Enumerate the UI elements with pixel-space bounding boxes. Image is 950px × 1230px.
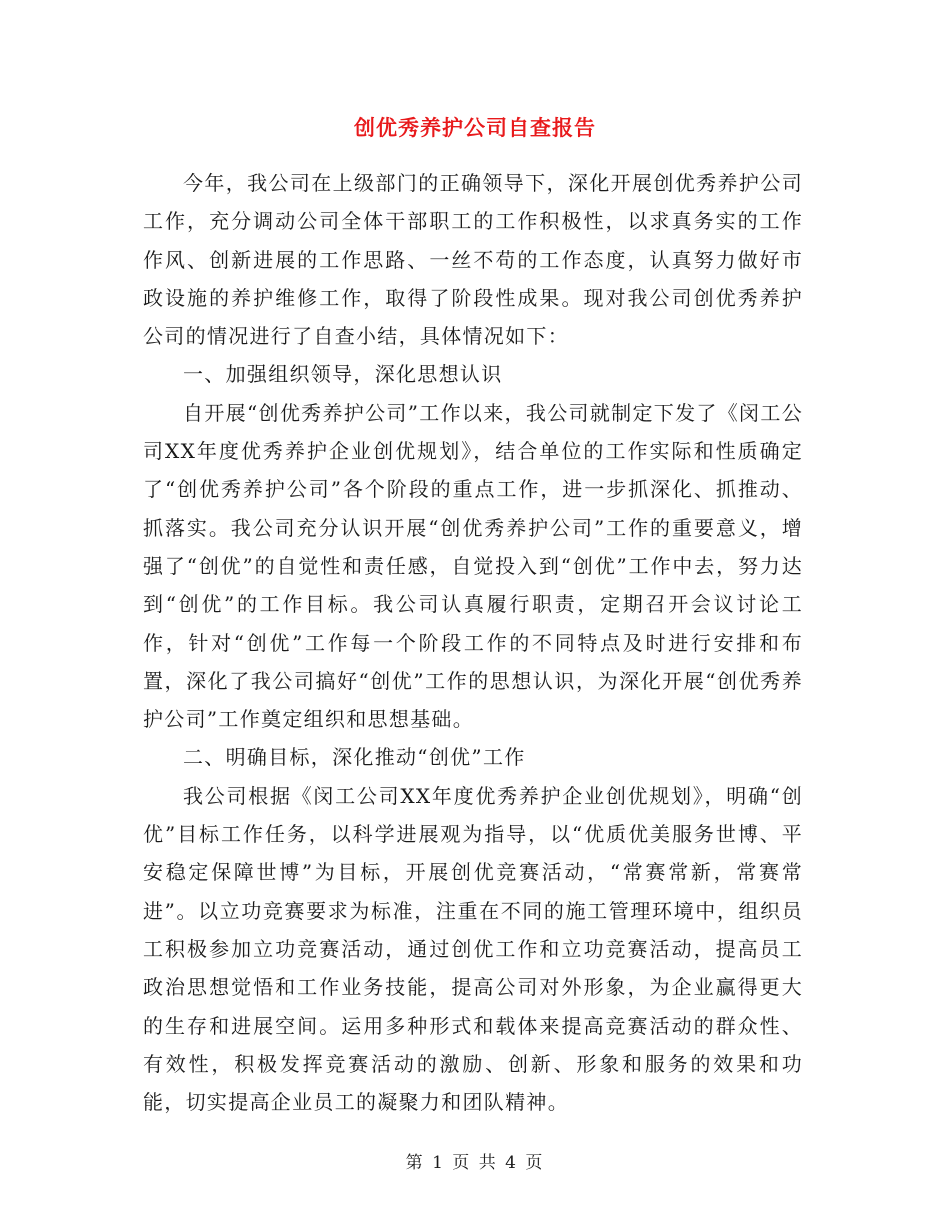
document-body (143, 164, 803, 1121)
section-1-paragraph: 自开展“创优秀养护公司”工作以来，我公司就制定下发了《闵工公司XX年度优秀养护企业创优规划》，结合单位的工作实际和性质确定了“创优秀养护公司”各个阶段的重点工作，进一步抓深化、抓推动、抓落实。我公司充分认识开展“创优秀养护公司”工作的重要意义，增强了“创优”的自觉性和责任感，自觉投入到“创优”工作中去，努力达到“创优”的工作目标。我公司认真履行职责，定期召开会议讨论工作，针对“创优”工作每一个阶段工作的不同特点及时进行安排和布置，深化了我公司搞好“创优”工作的思想认识，为深化开展“创优秀养护公司”工作奠定组织和思想基础。 (143, 400, 803, 732)
page-number-footer: 第 1 页 共 4 页 (405, 1153, 545, 1173)
intro-paragraph: 今年，我公司在上级部门的正确领导下，深化开展创优秀养护公司工作，充分调动公司全体干部职工的工作积极性，以求真务实的工作作风、创新进展的工作思路、一丝不苟的工作态度，认真努力做好市政设施的养护维修工作，取得了阶段性成果。现对我公司创优秀养护公司的情况进行了自查小结，具体情况如下： (143, 171, 803, 349)
section-heading-1: 一、加强组织领导，深化思想认识 (183, 362, 503, 387)
document-title: 创优秀养护公司自查报告 (354, 115, 596, 140)
section-heading-2: 二、明确目标，深化推动“创优”工作 (183, 745, 526, 770)
section-2-paragraph: 我公司根据《闵工公司XX年度优秀养护企业创优规划》，明确“创优”目标工作任务，以科学进展观为指导，以“优质优美服务世博、平安稳定保障世博”为目标，开展创优竞赛活动，“常赛常新，常赛常进”。以立功竞赛要求为标准，注重在不同的施工管理环境中，组织员工积极参加立功竞赛活动，通过创优工作和立功竞赛活动，提高员工政治思想觉悟和工作业务技能，提高公司对外形象，为企业赢得更大的生存和进展空间。运用多种形式和载体来提高竞赛活动的群众性、有效性，积极发挥竞赛活动的激励、创新、形象和服务的效果和功能，切实提高企业员工的凝聚力和团队精神。 (143, 783, 803, 1115)
